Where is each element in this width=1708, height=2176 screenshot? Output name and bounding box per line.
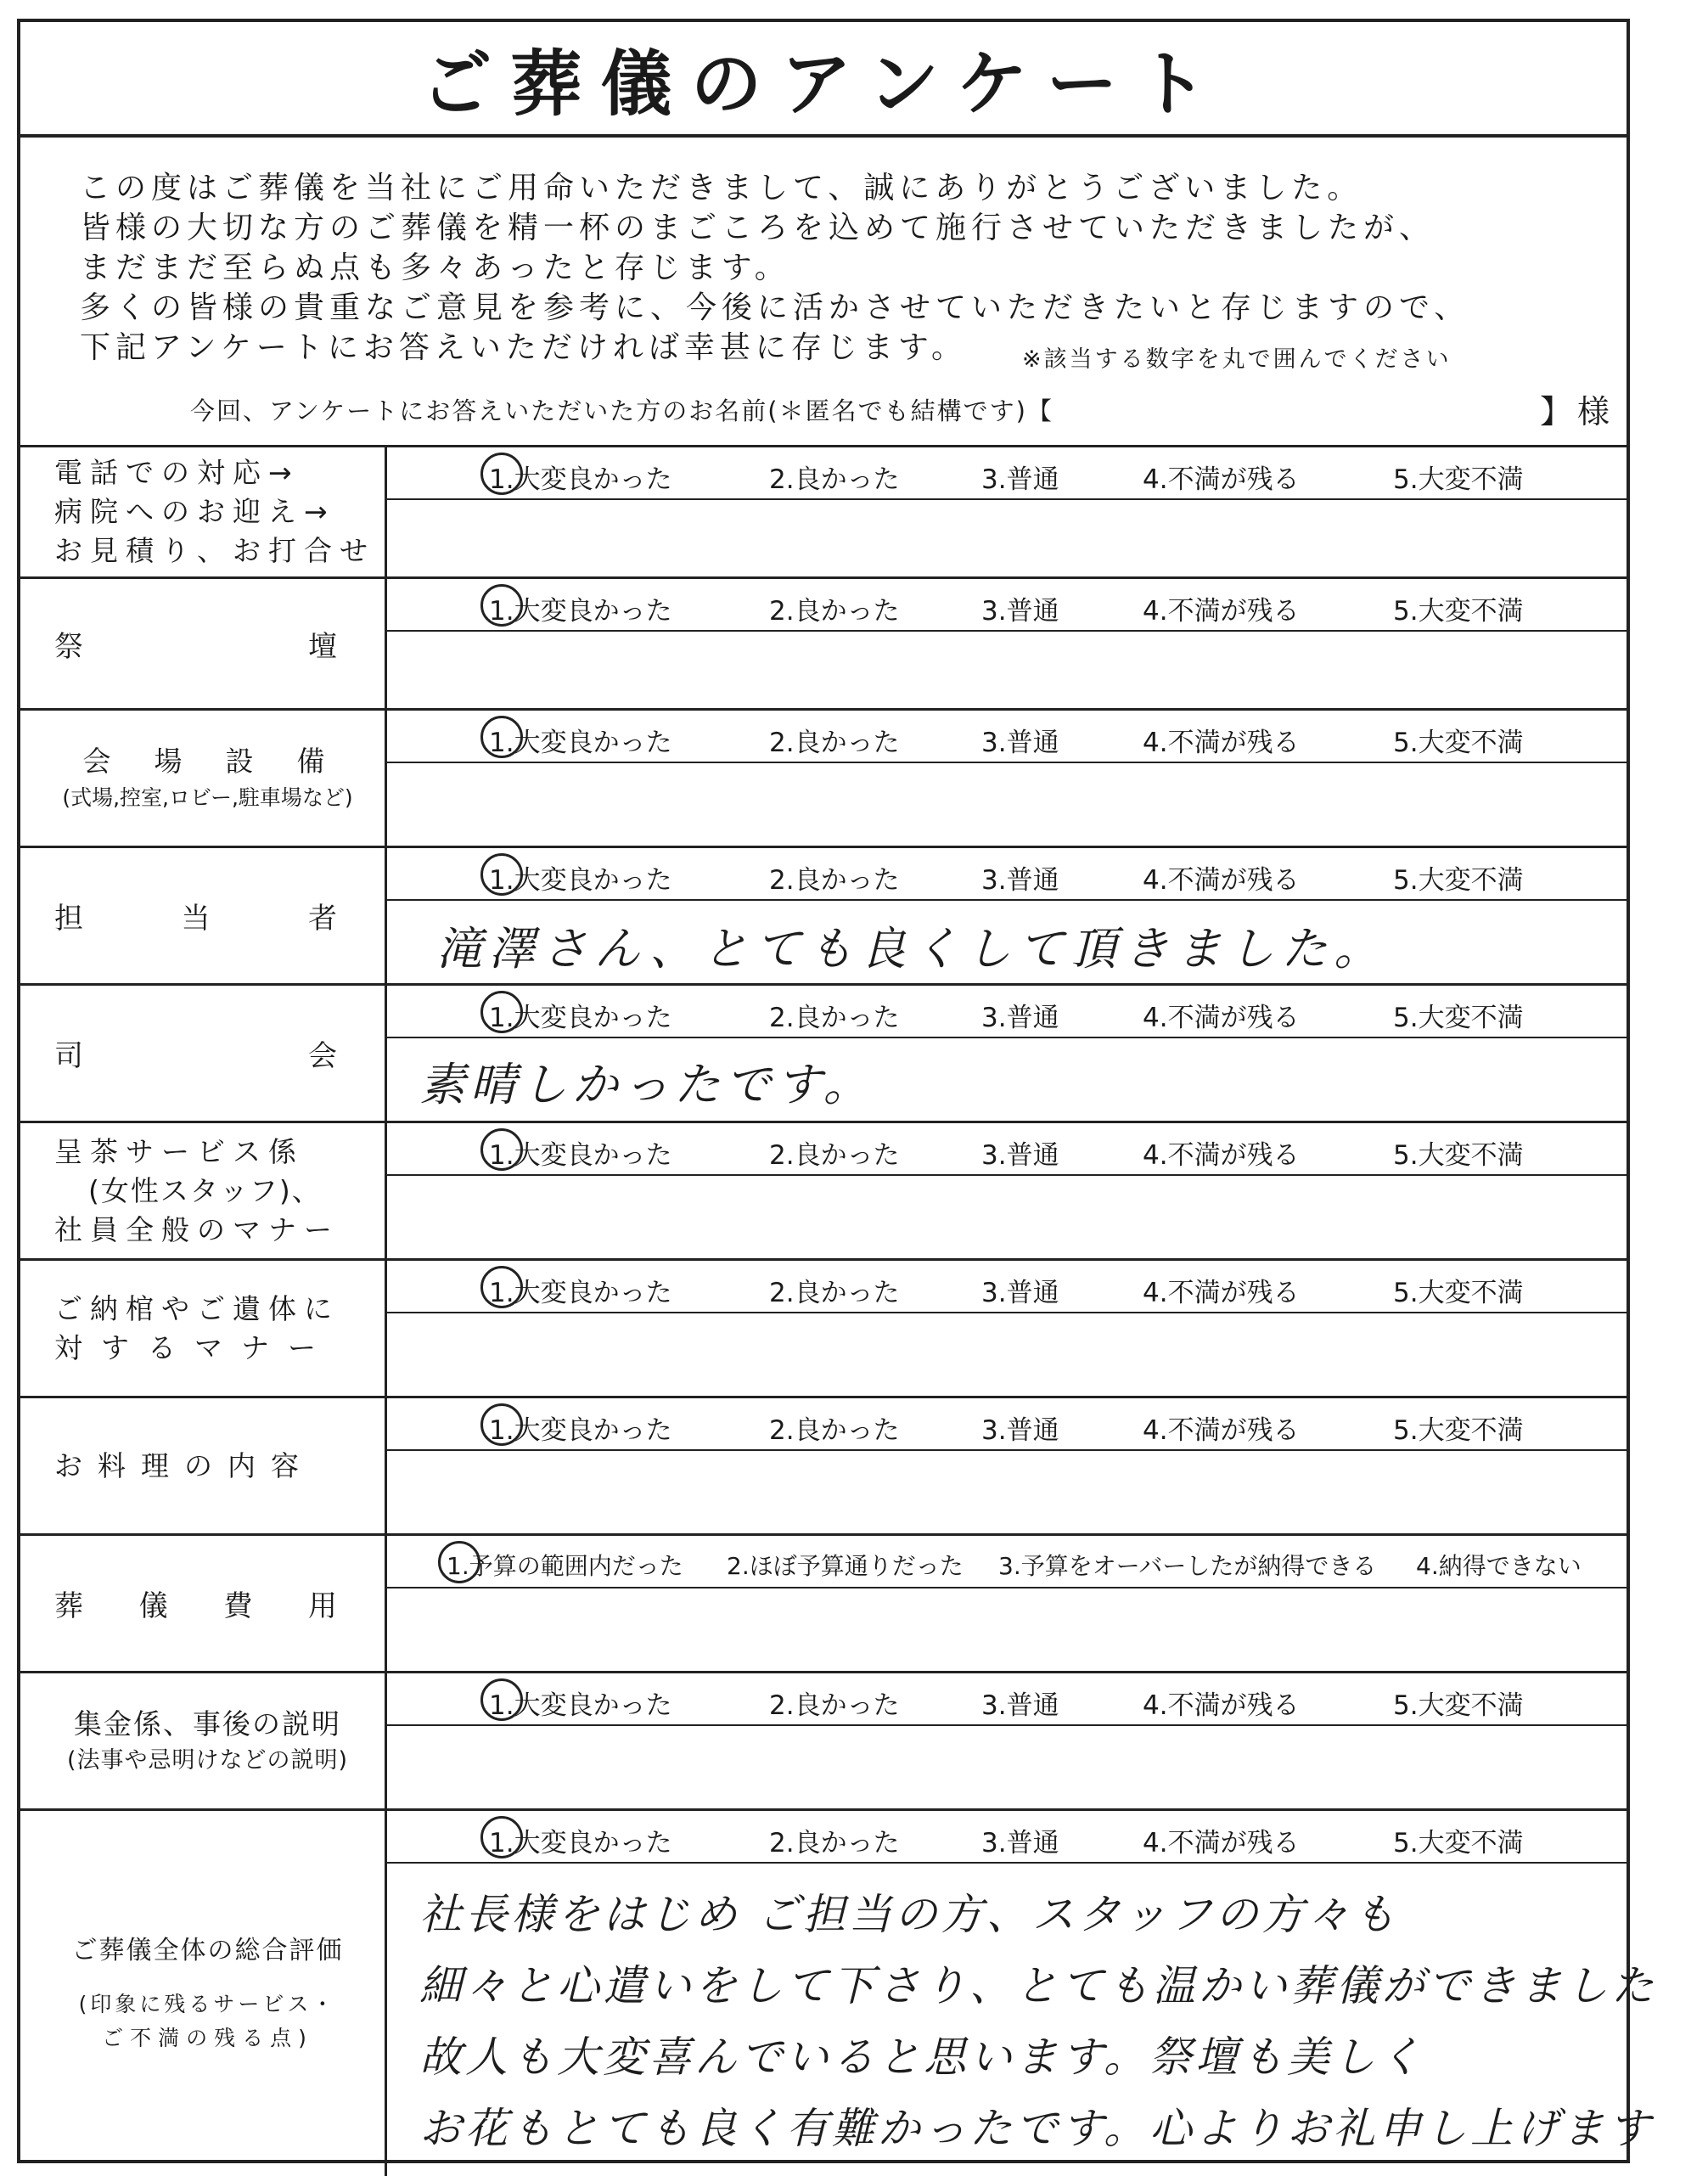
question-label xyxy=(20,986,387,1121)
rating-options xyxy=(387,1123,1627,1176)
question-row-food xyxy=(20,1398,1627,1536)
rating-option-4[interactable]: 4.不満が残る xyxy=(1143,464,1300,495)
handwritten-comment: 滝澤さん、とても良くして頂きました。 xyxy=(436,922,1387,976)
budget-option-2[interactable]: 2.ほぼ予算通りだった xyxy=(727,1552,964,1580)
comment-line: 社長様をはじめ ご担当の方、スタッフの方々も xyxy=(419,1890,1399,1939)
question-row-venue xyxy=(20,711,1627,848)
label-sub: (法事や忌明けなどの説明) xyxy=(66,1746,349,1774)
intro-line: 多くの皆様の貴重なご意見を参考に、今後に活かさせていただきたいと存じますので、 xyxy=(80,290,1470,325)
label-line: 集金係、事後の説明 xyxy=(74,1707,341,1740)
rating-options xyxy=(387,1811,1627,1864)
question-label xyxy=(20,579,387,708)
title-box xyxy=(20,22,1627,138)
rating-option-1[interactable]: 1.大変良かった xyxy=(489,596,672,627)
rating-option-2[interactable]: 2.良かった xyxy=(769,1003,900,1033)
rating-option-3[interactable]: 3.普通 xyxy=(981,1003,1059,1033)
budget-option-1[interactable]: 1.予算の範囲内だった xyxy=(447,1552,683,1580)
question-row-coffin xyxy=(20,1261,1627,1398)
rating-option-1[interactable]: 1.大変良かった xyxy=(489,865,672,896)
rating-option-5[interactable]: 5.大変不満 xyxy=(1393,728,1524,758)
rating-option-2[interactable]: 2.良かった xyxy=(769,464,900,495)
question-label xyxy=(20,447,387,576)
survey-sheet xyxy=(17,19,1657,2163)
name-prompt: 今回、アンケートにお答えいただいた方のお名前(＊匿名でも結構です)【 xyxy=(190,396,1053,425)
rating-option-3[interactable]: 3.普通 xyxy=(981,464,1059,495)
question-label xyxy=(20,1673,387,1808)
respondent-name-row xyxy=(190,392,1633,430)
label-sub: (印象に残るサービス・ xyxy=(78,1992,337,2016)
rating-options xyxy=(387,848,1627,901)
question-row-overall xyxy=(20,1811,1657,2176)
rating-option-3[interactable]: 3.普通 xyxy=(981,728,1059,758)
question-row-altar xyxy=(20,579,1627,711)
budget-option-4[interactable]: 4.納得できない xyxy=(1416,1552,1582,1580)
intro-text xyxy=(80,168,1523,368)
intro-line: 下記アンケートにお答えいただければ幸甚に存じます。 xyxy=(80,330,967,365)
label-char: 祭 xyxy=(54,629,83,664)
label-line: ご納棺やご遺体に xyxy=(54,1291,340,1325)
label-char: 会 xyxy=(308,1039,337,1073)
rating-option-2[interactable]: 2.良かった xyxy=(769,596,900,627)
rating-option-2[interactable]: 2.良かった xyxy=(769,728,900,758)
intro-line: まだまだ至らぬ点も多々あったと存じます。 xyxy=(80,250,790,285)
label-char: 用 xyxy=(307,1589,337,1623)
label-char: 司 xyxy=(54,1039,83,1073)
rating-option-4[interactable]: 4.不満が残る xyxy=(1143,1828,1300,1858)
question-row-tea-service xyxy=(20,1123,1627,1261)
question-row-staff xyxy=(20,848,1627,986)
rating-option-1[interactable]: 1.大変良かった xyxy=(489,1828,672,1858)
question-row-mc xyxy=(20,986,1627,1123)
handwritten-overall-comment xyxy=(419,1879,1657,2164)
survey-grid xyxy=(20,445,1657,2176)
question-label xyxy=(20,1536,387,1671)
label-char: 儀 xyxy=(138,1589,168,1623)
rating-options xyxy=(387,1398,1627,1451)
question-label xyxy=(20,1123,387,1258)
rating-option-4[interactable]: 4.不満が残る xyxy=(1143,596,1300,627)
rating-option-5[interactable]: 5.大変不満 xyxy=(1393,596,1524,627)
rating-options xyxy=(387,986,1627,1038)
comment-line: 故人も大変喜んでいると思います。祭壇も美しく xyxy=(419,2033,1424,2082)
rating-option-1[interactable]: 1.大変良かった xyxy=(489,1278,672,1308)
rating-options xyxy=(387,711,1627,763)
question-label xyxy=(20,848,387,983)
label-char: 壇 xyxy=(308,629,337,664)
label-char: 担 xyxy=(54,902,83,936)
budget-options xyxy=(387,1536,1627,1588)
intro-line: 皆様の大切な方のご葬儀を精一杯のまごころを込めて施行させていただきましたが、 xyxy=(80,211,1436,245)
label-line: 会 場 設 備 xyxy=(82,744,333,778)
rating-option-5[interactable]: 5.大変不満 xyxy=(1393,1278,1524,1308)
rating-options xyxy=(387,1261,1627,1313)
page-title: ご葬儀のアンケート xyxy=(420,42,1227,126)
question-row-phone xyxy=(20,447,1627,579)
rating-option-1[interactable]: 1.大変良かった xyxy=(489,1003,672,1033)
rating-option-5[interactable]: 5.大変不満 xyxy=(1393,865,1524,896)
label-char: 当 xyxy=(181,902,211,936)
question-label xyxy=(20,1811,387,2176)
rating-option-3[interactable]: 3.普通 xyxy=(981,1828,1059,1858)
label-line: 対するマナー xyxy=(54,1330,334,1364)
question-label xyxy=(20,711,387,846)
intro-line: この度はご葬儀を当社にご用命いただきまして、誠にありがとうございました。 xyxy=(80,171,1363,205)
rating-option-4[interactable]: 4.不満が残る xyxy=(1143,1278,1300,1308)
name-suffix: 】様 xyxy=(1540,393,1615,430)
rating-option-3[interactable]: 3.普通 xyxy=(981,1140,1059,1171)
rating-option-4[interactable]: 4.不満が残る xyxy=(1143,1415,1300,1446)
comment-line: お花もとても良く有難かったです。心よりお礼申し上げます xyxy=(419,2104,1654,2153)
rating-option-2[interactable]: 2.良かった xyxy=(769,1140,900,1171)
label-line: お見積り、お打合せ xyxy=(54,534,375,567)
label-line: ご葬儀全体の総合評価 xyxy=(71,1936,344,1965)
instruction-note: ※該当する数字を丸で囲んでください xyxy=(1022,346,1452,373)
label-sub: (式場,控室,ロビー,駐車場など) xyxy=(62,784,353,810)
rating-option-3[interactable]: 3.普通 xyxy=(981,1415,1059,1446)
rating-option-1[interactable]: 1.大変良かった xyxy=(489,1415,672,1446)
budget-option-3[interactable]: 3.予算をオーバーしたが納得できる xyxy=(998,1552,1377,1580)
rating-option-5[interactable]: 5.大変不満 xyxy=(1393,1690,1524,1721)
rating-option-3[interactable]: 3.普通 xyxy=(981,1278,1059,1308)
label-line: 病院へのお迎え→ xyxy=(54,495,335,528)
rating-option-5[interactable]: 5.大変不満 xyxy=(1393,1828,1524,1858)
rating-option-2[interactable]: 2.良かった xyxy=(769,1278,900,1308)
rating-option-3[interactable]: 3.普通 xyxy=(981,865,1059,896)
rating-option-4[interactable]: 4.不満が残る xyxy=(1143,865,1300,896)
question-label xyxy=(20,1398,387,1533)
label-sub: ご不満の残る点) xyxy=(102,2026,313,2050)
rating-option-2[interactable]: 2.良かった xyxy=(769,1415,900,1446)
rating-option-4[interactable]: 4.不満が残る xyxy=(1143,1690,1300,1721)
label-char: 費 xyxy=(223,1589,253,1623)
rating-option-3[interactable]: 3.普通 xyxy=(981,596,1059,627)
rating-option-1[interactable]: 1.大変良かった xyxy=(489,728,672,758)
rating-option-5[interactable]: 5.大変不満 xyxy=(1393,464,1524,495)
label-line: 電話での対応→ xyxy=(54,456,300,489)
handwritten-comment: 素晴しかったです。 xyxy=(419,1058,874,1111)
label-line: 呈茶サービス係 xyxy=(54,1134,304,1168)
rating-options xyxy=(387,1673,1627,1726)
label-char: 者 xyxy=(308,902,337,936)
comment-line: 細々と心遣いをして下さり、とても温かい葬儀ができました xyxy=(419,1961,1657,2010)
rating-options xyxy=(387,447,1627,500)
question-row-payment xyxy=(20,1673,1627,1811)
rating-option-2[interactable]: 2.良かった xyxy=(769,1828,900,1858)
label-char: 葬 xyxy=(54,1589,83,1623)
rating-option-5[interactable]: 5.大変不満 xyxy=(1393,1003,1524,1033)
rating-option-5[interactable]: 5.大変不満 xyxy=(1393,1140,1524,1171)
rating-option-1[interactable]: 1.大変良かった xyxy=(489,1140,672,1171)
question-row-cost xyxy=(20,1536,1627,1673)
rating-options xyxy=(387,579,1627,632)
label-line: 社員全般のマナー xyxy=(54,1212,340,1246)
question-label xyxy=(20,1261,387,1396)
rating-option-1[interactable]: 1.大変良かった xyxy=(489,464,672,495)
label-line: お料理の内容 xyxy=(54,1448,314,1482)
rating-option-5[interactable]: 5.大変不満 xyxy=(1393,1415,1524,1446)
rating-option-4[interactable]: 4.不満が残る xyxy=(1143,1140,1300,1171)
rating-option-2[interactable]: 2.良かった xyxy=(769,1690,900,1721)
rating-option-2[interactable]: 2.良かった xyxy=(769,865,900,896)
rating-option-4[interactable]: 4.不満が残る xyxy=(1143,1003,1300,1033)
rating-option-1[interactable]: 1.大変良かった xyxy=(489,1690,672,1721)
rating-option-4[interactable]: 4.不満が残る xyxy=(1143,728,1300,758)
label-line: (女性スタッフ)、 xyxy=(88,1173,322,1207)
rating-option-3[interactable]: 3.普通 xyxy=(981,1690,1059,1721)
